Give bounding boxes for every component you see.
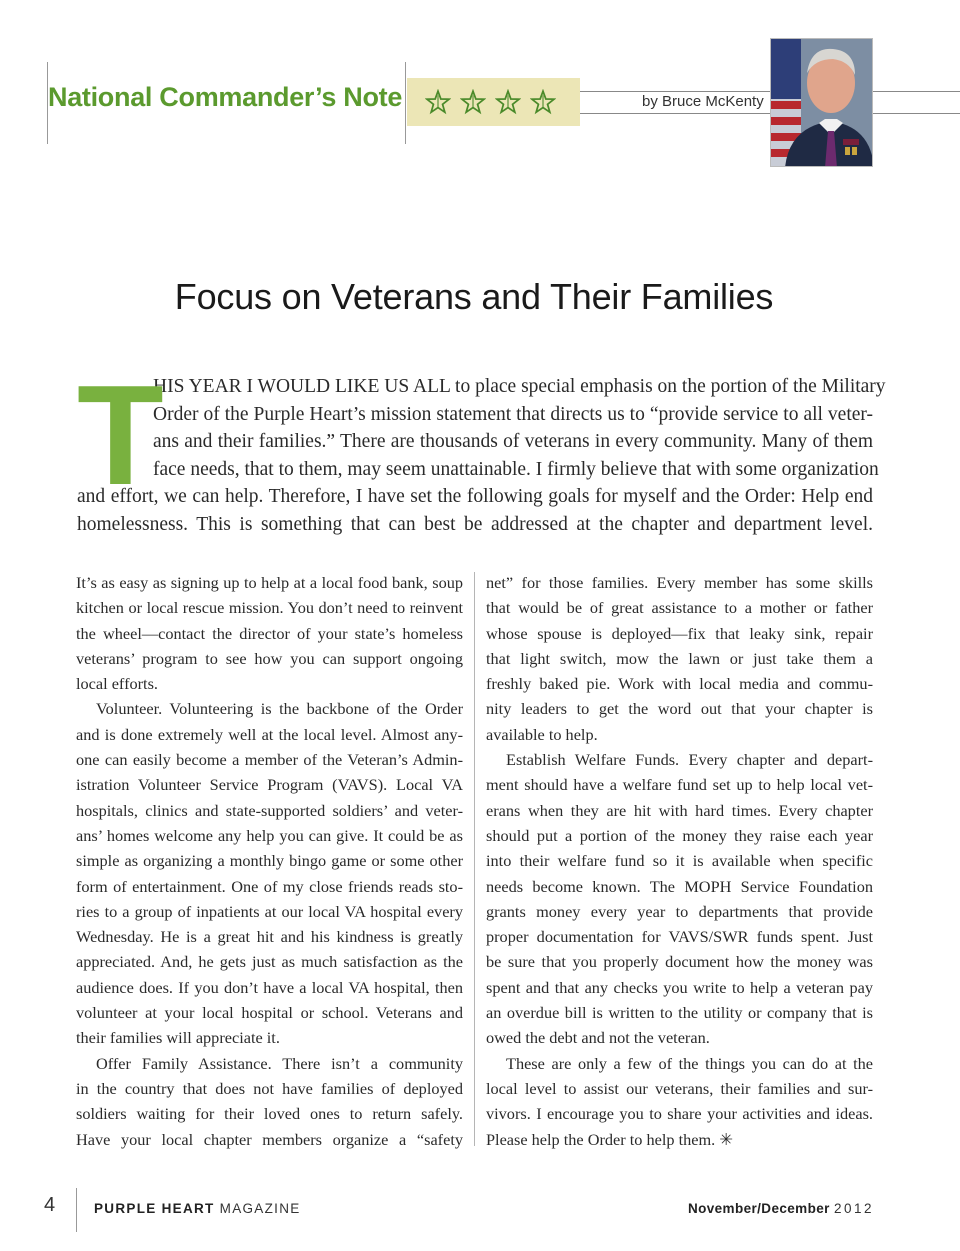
star-icon (530, 89, 556, 115)
body-line: form of entertainment. One of my close friends reads sto- (76, 876, 463, 896)
body-line: hospitals, clinics and state-supported soldiers’ and veter- (76, 800, 463, 820)
body-line: These are only a few of the things you can do at the (506, 1053, 873, 1073)
body-line: veterans’ program to see how you can support ongoing (76, 648, 463, 668)
body-line: nity leaders to get the word out that your chapter is (486, 699, 873, 719)
body-line: proper documentation for VAVS/SWR funds spent. Just (486, 927, 873, 947)
body-line: in the country that does not have families of deployed (76, 1078, 463, 1098)
lead-line: HIS YEAR I WOULD LIKE US ALL to place special emphasis on the portion of the Military (153, 376, 886, 397)
author-portrait (770, 38, 873, 167)
body-line: ries to a group of inpatients at our local VA hospital every (76, 901, 463, 921)
body-line: ans’ homes welcome any help you can give. It could be as (76, 825, 463, 845)
body-line: into their welfare fund so it is available when specific (486, 851, 873, 871)
issue-months: November/December (687, 1201, 830, 1216)
body-line: soldiers waiting for their loved ones to return safely. (76, 1104, 463, 1124)
footer-rule (76, 1188, 77, 1232)
body-line: Wednesday. He is a great hit and his kindness is greatly (76, 927, 463, 947)
body-line: needs become known. The MOPH Service Foundation (486, 876, 873, 896)
body-line: freshly baked pie. Work with local media and commu- (486, 674, 873, 694)
byline-rule-right-top (873, 91, 960, 92)
byline-rule-right-bottom (873, 113, 960, 114)
magazine-name-rest: MAGAZINE (214, 1201, 301, 1216)
body-line: Offer Family Assistance. There isn’t a community (96, 1053, 463, 1073)
byline-rule-top (580, 91, 770, 92)
body-line: local level to assist our veterans, their families and sur- (486, 1078, 873, 1098)
body-line: volunteer at your local hospital or school. Veterans and (76, 1003, 463, 1023)
body-line: and is done extremely well at the local level. Almost any- (76, 724, 463, 744)
body-line: spent and that any checks you write to help a veteran pay (486, 977, 873, 997)
body-line: owed the debt and not the veteran. (486, 1028, 710, 1048)
star-icon (425, 89, 451, 115)
body-column-right (486, 570, 873, 1152)
page-number: 4 (44, 1194, 56, 1216)
header-rule-mid (405, 62, 406, 144)
body-line: one can easily become a member of the Veteran’s Admin- (76, 750, 463, 770)
body-line: that light switch, mow the lawn or just take them a (486, 648, 873, 668)
lead-line: ans and their families.” There are thousands of veterans in every community. Many of them (153, 431, 873, 452)
body-line: vivors. I encourage you to share your activities and ideas. (486, 1104, 873, 1124)
body-line: should put a portion of the money they raise each year (486, 825, 873, 845)
issue-year: 2012 (833, 1201, 874, 1216)
magazine-name (94, 1201, 301, 1216)
body-line: an overdue bill is written to the utility or company that is (486, 1003, 873, 1023)
body-line: their families will appreciate it. (76, 1028, 280, 1048)
body-line: It’s as easy as signing up to help at a local food bank, soup (76, 573, 463, 592)
body-line: Have your local chapter members organize a “safety (76, 1129, 463, 1149)
body-line: appreciated. And, he gets just as much satisfaction as the (76, 952, 463, 972)
section-title: National Commander’s Note (48, 82, 403, 112)
stars-bar (407, 78, 580, 126)
body-column-left (76, 570, 463, 1152)
drop-cap: T (77, 356, 164, 515)
body-line: that would be of great assistance to a mother or father (486, 598, 873, 618)
body-line: net” for those families. Every member has some skills (486, 573, 873, 592)
star-icon (495, 89, 521, 115)
body-line: simple as organizing a monthly bingo game or some other (76, 851, 463, 871)
magazine-name-bold: PURPLE HEART (94, 1201, 215, 1216)
body-line: Volunteer. Volunteering is the backbone of the Order (96, 699, 463, 719)
body-line: Please help the Order to help them. ✳ (486, 1129, 733, 1149)
star-icon (460, 89, 486, 115)
issue-date (688, 1201, 874, 1216)
column-divider (474, 572, 475, 1146)
byline: by Bruce McKenty (642, 93, 764, 110)
byline-rule-bottom (580, 113, 770, 114)
lead-paragraph (77, 356, 886, 538)
body-line: audience does. If you don’t have a local VA hospital, then (76, 977, 463, 997)
body-line: grants money every year to departments that provide (486, 901, 873, 921)
body-line: available to help. (486, 724, 598, 744)
lead-line: and effort, we can help. Therefore, I have set the following goals for myself and the Order: Help end (77, 486, 873, 507)
body-line: kitchen or local rescue mission. You don’t need to reinvent (76, 598, 463, 618)
body-line: ment should have a welfare fund set up to help local vet- (486, 775, 873, 795)
body-line: local efforts. (76, 674, 158, 694)
lead-line: face needs, that to them, may seem unattainable. I firmly believe that with some organization (153, 458, 879, 480)
lead-line: homelessness. This is something that can best be addressed at the chapter and department level. (77, 513, 873, 535)
body-line: the wheel—contact the director of your state’s homeless (76, 623, 463, 643)
body-line: whose spouse is deployed—fix that leaky sink, repair (486, 623, 873, 643)
body-line: istration Volunteer Service Program (VAVS). Local VA (76, 775, 463, 795)
article-headline: Focus on Veterans and Their Families (174, 276, 774, 317)
body-line: Establish Welfare Funds. Every chapter and depart- (506, 750, 873, 770)
body-line: be sure that you properly document how the money was (486, 952, 873, 972)
body-line: erans when they are hit with hard times. Every chapter (486, 800, 873, 820)
lead-line: Order of the Purple Heart’s mission statement that directs us to “provide service to all veter- (153, 403, 873, 425)
